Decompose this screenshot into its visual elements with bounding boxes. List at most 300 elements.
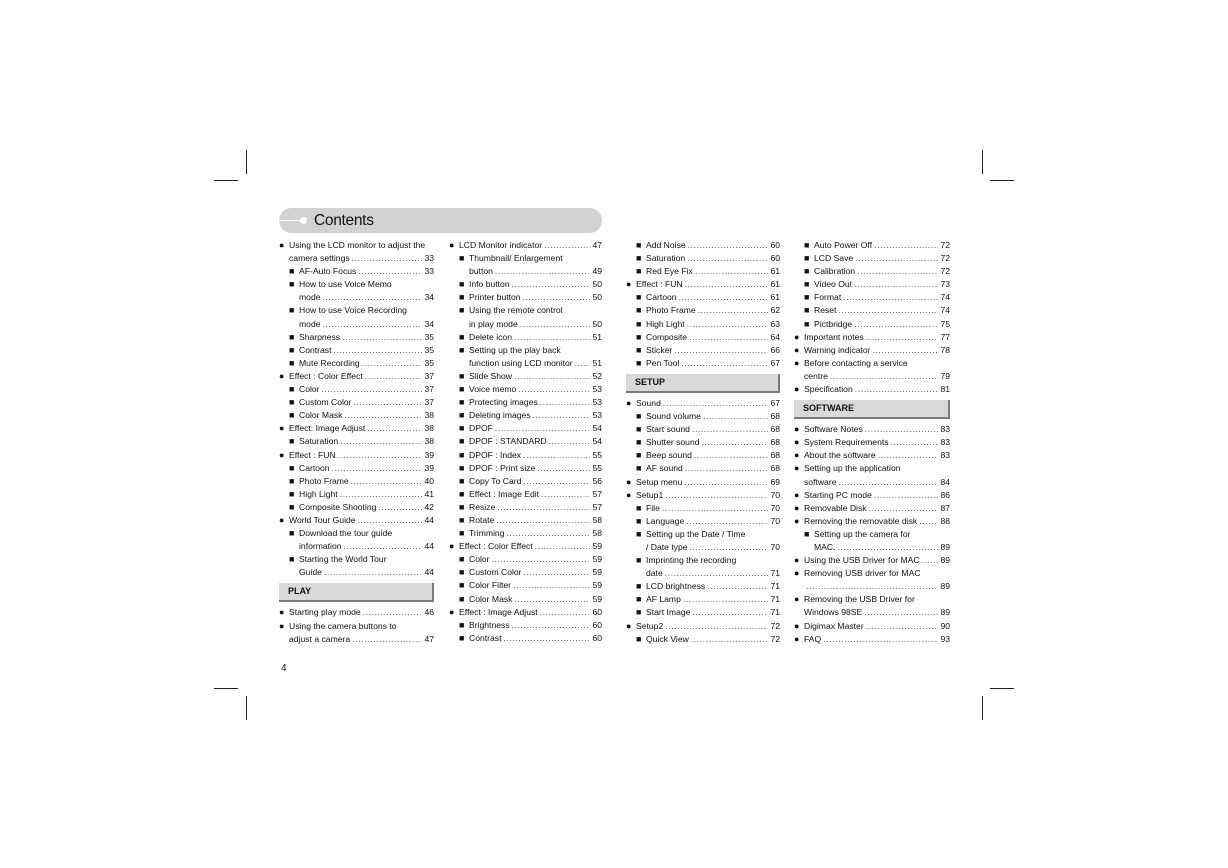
toc-entry-label: Effect : FUN <box>289 449 336 460</box>
toc-entry[interactable] <box>794 278 950 291</box>
toc-entry-page: 39 <box>424 449 434 460</box>
dot-leader <box>362 357 423 370</box>
page-title: Contents <box>314 212 374 229</box>
circle-bullet-icon: ● <box>279 240 285 250</box>
dot-leader <box>665 567 769 580</box>
toc-entry-page: 47 <box>424 633 434 644</box>
toc-entry[interactable] <box>449 632 602 645</box>
toc-entry[interactable] <box>626 410 780 423</box>
toc-entry-page: 46 <box>424 607 434 618</box>
toc-entry[interactable] <box>794 528 950 541</box>
dot-leader <box>837 541 938 554</box>
toc-entry[interactable] <box>794 515 950 528</box>
toc-entry[interactable] <box>279 252 434 265</box>
toc-entry-label: DPOF : STANDARD <box>469 436 547 447</box>
toc-entry[interactable] <box>279 422 434 435</box>
toc-entry[interactable] <box>449 383 602 396</box>
toc-entry-label: Start Image <box>646 607 691 618</box>
toc-entry[interactable] <box>279 331 434 344</box>
square-bullet-icon: ■ <box>459 514 465 525</box>
square-bullet-icon: ■ <box>459 279 465 290</box>
square-bullet-icon: ■ <box>636 240 642 250</box>
toc-entry-page: 71 <box>770 568 780 579</box>
toc-entry-page: 38 <box>424 410 434 421</box>
toc-entry-label: Printer button <box>469 292 521 303</box>
toc-entry[interactable] <box>449 553 602 566</box>
toc-entry-label: Delete icon <box>469 331 512 342</box>
toc-entry-page: 35 <box>424 331 434 342</box>
toc-entry[interactable] <box>279 633 434 646</box>
square-bullet-icon: ■ <box>636 266 642 277</box>
toc-entry[interactable] <box>449 527 602 540</box>
toc-entry-page: 49 <box>592 266 602 277</box>
toc-entry[interactable] <box>794 476 950 489</box>
toc-entry[interactable] <box>449 422 602 435</box>
circle-bullet-icon: ● <box>449 541 455 552</box>
toc-entry-label: Composite Shooting <box>299 501 377 512</box>
square-bullet-icon: ■ <box>459 253 465 264</box>
toc-entry[interactable] <box>626 593 780 606</box>
toc-entry[interactable] <box>626 357 780 370</box>
square-bullet-icon: ■ <box>636 633 642 644</box>
toc-entry[interactable] <box>794 239 950 252</box>
toc-entry[interactable] <box>626 606 780 619</box>
toc-entry-label: Removing the USB Driver for <box>804 594 915 605</box>
toc-entry[interactable] <box>449 265 602 278</box>
toc-entry-label: Custom Color <box>469 567 522 578</box>
toc-entry[interactable] <box>279 540 434 553</box>
toc-entry[interactable] <box>794 541 950 554</box>
toc-entry-label: Effect : Color Effect <box>289 370 363 381</box>
dot-leader <box>698 304 769 317</box>
toc-entry-page: 79 <box>940 370 950 381</box>
toc-entry[interactable] <box>794 265 950 278</box>
toc-entry[interactable] <box>449 409 602 422</box>
dot-leader <box>695 265 769 278</box>
toc-entry[interactable] <box>449 344 602 357</box>
toc-entry[interactable] <box>626 502 780 515</box>
toc-entry-label: function using LCD monitor <box>469 357 573 368</box>
toc-entry-label: Saturation <box>646 253 686 264</box>
toc-entry[interactable] <box>279 462 434 475</box>
circle-bullet-icon: ● <box>449 240 455 250</box>
dot-leader <box>323 318 423 331</box>
toc-entry-page: 89 <box>940 541 950 552</box>
toc-entry-page: 75 <box>940 318 950 329</box>
toc-entry[interactable] <box>449 501 602 514</box>
toc-entry[interactable] <box>279 396 434 409</box>
toc-entry[interactable] <box>626 554 780 567</box>
dot-leader <box>514 331 590 344</box>
toc-entry[interactable] <box>279 357 434 370</box>
toc-entry-label: Download the tour guide <box>299 528 393 539</box>
toc-entry-label: Cartoon <box>299 462 330 473</box>
toc-entry[interactable] <box>279 620 434 633</box>
toc-entry[interactable] <box>626 252 780 265</box>
toc-entry[interactable] <box>626 318 780 331</box>
toc-entry[interactable] <box>626 476 780 489</box>
toc-entry-label: Digimax Master <box>804 620 864 631</box>
toc-entry-label: Using the remote control <box>469 305 563 316</box>
dot-leader <box>922 554 939 567</box>
toc-entry[interactable] <box>794 370 950 383</box>
toc-entry-label: Resize <box>469 501 496 512</box>
dot-leader <box>692 423 768 436</box>
toc-entry[interactable] <box>794 620 950 633</box>
toc-entry[interactable] <box>626 449 780 462</box>
toc-entry[interactable] <box>449 593 602 606</box>
toc-entry-label: High Light <box>646 318 685 329</box>
toc-entry[interactable] <box>449 579 602 592</box>
toc-entry[interactable] <box>449 331 602 344</box>
toc-entry[interactable] <box>449 318 602 331</box>
toc-entry[interactable] <box>449 370 602 383</box>
toc-entry-label: Cartoon <box>646 292 677 303</box>
toc-entry-page: 72 <box>940 253 950 264</box>
square-bullet-icon: ■ <box>636 450 642 461</box>
toc-entry-page: 87 <box>940 502 950 513</box>
toc-entry-label: Sound <box>636 397 661 408</box>
toc-entry[interactable] <box>279 318 434 331</box>
toc-entry-label: Setup1 <box>636 489 664 500</box>
toc-entry[interactable] <box>449 606 602 619</box>
toc-entry[interactable] <box>449 291 602 304</box>
toc-entry[interactable] <box>626 304 780 317</box>
dot-leader <box>687 252 768 265</box>
toc-entry[interactable] <box>794 502 950 515</box>
toc-entry-label: LCD brightness <box>646 581 706 592</box>
crop-mark <box>246 696 247 720</box>
toc-entry-page: 74 <box>940 292 950 303</box>
toc-entry[interactable] <box>626 436 780 449</box>
dot-leader <box>503 632 590 645</box>
dot-leader <box>324 566 423 579</box>
dot-leader <box>685 462 769 475</box>
dot-leader <box>541 488 590 501</box>
dot-leader <box>694 449 769 462</box>
dot-leader <box>855 252 938 265</box>
toc-entry-label: How to use Voice Memo <box>299 279 392 290</box>
toc-entry[interactable] <box>626 331 780 344</box>
circle-bullet-icon: ● <box>794 594 800 605</box>
square-bullet-icon: ■ <box>636 463 642 474</box>
toc-entry[interactable] <box>449 396 602 409</box>
toc-entry[interactable] <box>449 357 602 370</box>
toc-entry[interactable] <box>794 593 950 606</box>
dot-leader <box>520 318 591 331</box>
toc-entry[interactable] <box>626 344 780 357</box>
toc-entry[interactable] <box>794 554 950 567</box>
toc-entry[interactable] <box>279 514 434 527</box>
dot-leader <box>854 278 938 291</box>
toc-entry[interactable] <box>279 553 434 566</box>
toc-entry[interactable] <box>279 278 434 291</box>
toc-entry-label: Rotate <box>469 514 495 525</box>
square-bullet-icon: ■ <box>804 318 810 329</box>
dot-leader <box>514 370 590 383</box>
toc-entry-page: 62 <box>770 305 780 316</box>
toc-entry-page: 60 <box>770 253 780 264</box>
circle-bullet-icon: ● <box>626 397 632 408</box>
toc-entry[interactable] <box>794 633 950 646</box>
toc-entry[interactable] <box>626 265 780 278</box>
toc-entry[interactable] <box>794 318 950 331</box>
toc-entry-page: 42 <box>424 501 434 512</box>
toc-entry[interactable] <box>449 435 602 448</box>
toc-entry-label: Saturation <box>299 436 339 447</box>
dot-leader <box>874 239 938 252</box>
circle-bullet-icon: ● <box>279 370 285 381</box>
square-bullet-icon: ■ <box>289 266 295 277</box>
toc-entry[interactable] <box>279 435 434 448</box>
toc-entry[interactable] <box>794 383 950 396</box>
toc-entry[interactable] <box>449 252 602 265</box>
square-bullet-icon: ■ <box>636 411 642 422</box>
dot-leader <box>340 435 422 448</box>
toc-entry-label: Using the USB Driver for MAC <box>804 555 920 566</box>
toc-entry-page: 60 <box>592 619 602 630</box>
toc-entry[interactable] <box>626 489 780 502</box>
toc-entry-page: 72 <box>940 266 950 277</box>
square-bullet-icon: ■ <box>636 502 642 513</box>
toc-column-2 <box>449 239 602 645</box>
toc-entry-page: 66 <box>770 344 780 355</box>
toc-entry[interactable] <box>449 462 602 475</box>
circle-bullet-icon: ● <box>626 620 632 631</box>
section-heading <box>279 583 434 602</box>
toc-entry[interactable] <box>279 291 434 304</box>
toc-entry-page: 35 <box>424 357 434 368</box>
toc-entry-page: 37 <box>424 397 434 408</box>
toc-entry-label: adjust a camera <box>289 633 351 644</box>
toc-entry[interactable] <box>626 462 780 475</box>
toc-entry[interactable] <box>626 528 780 541</box>
toc-entry[interactable] <box>794 423 950 436</box>
toc-entry[interactable] <box>626 580 780 593</box>
circle-bullet-icon: ● <box>794 437 800 448</box>
toc-entry[interactable] <box>626 278 780 291</box>
toc-entry-label: Effect : Image Adjust <box>459 606 538 617</box>
toc-entry[interactable] <box>279 370 434 383</box>
toc-entry-page: 54 <box>592 436 602 447</box>
toc-entry-page: 64 <box>770 331 780 342</box>
square-bullet-icon: ■ <box>459 344 465 355</box>
dot-leader <box>533 409 591 422</box>
dot-leader <box>855 383 939 396</box>
toc-entry-label: World Tour Guide <box>289 514 356 525</box>
dot-leader <box>540 396 591 409</box>
toc-entry-page: 71 <box>770 607 780 618</box>
square-bullet-icon: ■ <box>804 292 810 303</box>
toc-entry[interactable] <box>626 423 780 436</box>
toc-entry-label: Software Notes <box>804 424 863 435</box>
toc-entry-label: Color <box>469 554 490 565</box>
toc-entry-label: Contrast <box>469 632 502 643</box>
dot-leader <box>707 580 768 593</box>
toc-entry[interactable] <box>794 357 950 370</box>
dot-leader <box>338 449 423 462</box>
toc-entry[interactable] <box>449 514 602 527</box>
toc-entry-page: 59 <box>592 567 602 578</box>
toc-entry-page: 68 <box>770 411 780 422</box>
toc-entry[interactable] <box>626 397 780 410</box>
toc-entry[interactable] <box>279 527 434 540</box>
circle-bullet-icon: ● <box>794 502 800 513</box>
toc-entry[interactable] <box>279 606 434 619</box>
toc-entry[interactable] <box>626 567 780 580</box>
toc-entry-page: 60 <box>592 606 602 617</box>
square-bullet-icon: ■ <box>459 410 465 421</box>
toc-entry[interactable] <box>279 304 434 317</box>
toc-entry[interactable] <box>279 566 434 579</box>
circle-bullet-icon: ● <box>279 449 285 460</box>
square-bullet-icon: ■ <box>459 397 465 408</box>
dot-leader <box>663 397 769 410</box>
toc-entry[interactable] <box>794 344 950 357</box>
toc-entry[interactable] <box>794 462 950 475</box>
toc-entry[interactable] <box>279 488 434 501</box>
toc-entry[interactable] <box>449 540 602 553</box>
toc-entry-page: 68 <box>770 463 780 474</box>
toc-entry-label: Specification <box>804 384 853 395</box>
toc-entry[interactable] <box>794 304 950 317</box>
dot-leader <box>869 502 939 515</box>
toc-entry[interactable] <box>794 449 950 462</box>
toc-entry-page: 84 <box>940 476 950 487</box>
square-bullet-icon: ■ <box>459 462 465 473</box>
toc-entry[interactable] <box>794 489 950 502</box>
square-bullet-icon: ■ <box>459 619 465 630</box>
toc-entry[interactable] <box>279 383 434 396</box>
toc-entry-label: Color Mask <box>469 593 513 604</box>
toc-entry[interactable] <box>279 239 434 252</box>
toc-entry-page: 89 <box>940 581 950 592</box>
toc-entry-label: Starting play mode <box>289 607 361 618</box>
toc-entry-label: Effect : FUN <box>636 279 683 290</box>
dot-leader <box>806 580 938 593</box>
toc-entry[interactable] <box>279 475 434 488</box>
toc-entry-page: 70 <box>770 502 780 513</box>
toc-entry-page: 89 <box>940 607 950 618</box>
toc-entry[interactable] <box>279 501 434 514</box>
dot-leader <box>691 633 769 646</box>
toc-entry[interactable] <box>794 606 950 619</box>
toc-entry-page: 61 <box>770 266 780 277</box>
toc-entry-label: DPOF : Print size <box>469 462 536 473</box>
toc-entry-page: 70 <box>770 515 780 526</box>
circle-bullet-icon: ● <box>794 515 800 526</box>
toc-entry[interactable] <box>794 331 950 344</box>
toc-entry[interactable] <box>449 239 602 252</box>
toc-entry-label: Color <box>299 384 320 395</box>
dot-leader <box>685 278 769 291</box>
square-bullet-icon: ■ <box>636 555 642 566</box>
dot-leader <box>322 383 423 396</box>
dot-leader <box>340 488 423 501</box>
toc-entry[interactable] <box>626 515 780 528</box>
square-bullet-icon: ■ <box>636 581 642 592</box>
toc-entry-label: Reset <box>814 305 837 316</box>
toc-entry-label: Composite <box>646 331 688 342</box>
toc-entry[interactable] <box>279 449 434 462</box>
toc-entry[interactable] <box>794 567 950 580</box>
toc-entry[interactable] <box>626 291 780 304</box>
toc-entry-label: Using the LCD monitor to adjust the <box>289 240 426 250</box>
toc-entry-label: Color Filter <box>469 580 512 591</box>
toc-entry-page: 35 <box>424 344 434 355</box>
dot-leader <box>665 620 768 633</box>
square-bullet-icon: ■ <box>289 554 295 565</box>
toc-entry[interactable] <box>794 252 950 265</box>
toc-entry-page: 63 <box>770 318 780 329</box>
header-dot-icon <box>300 217 307 224</box>
toc-entry-page: 37 <box>424 384 434 395</box>
toc-entry[interactable] <box>449 278 602 291</box>
toc-entry[interactable] <box>449 475 602 488</box>
toc-entry[interactable] <box>626 620 780 633</box>
toc-entry-label: How to use Voice Recording <box>299 305 407 316</box>
toc-entry-page: 56 <box>592 475 602 486</box>
toc-entry-label: Deleting images <box>469 410 531 421</box>
toc-entry[interactable] <box>449 449 602 462</box>
toc-entry[interactable] <box>279 409 434 422</box>
square-bullet-icon: ■ <box>289 279 295 290</box>
toc-column-1 <box>279 239 434 646</box>
toc-entry-label: button <box>469 266 493 277</box>
toc-entry[interactable] <box>449 488 602 501</box>
dot-leader <box>688 239 769 252</box>
toc-entry-page: 34 <box>424 318 434 329</box>
toc-entry-label: Photo Frame <box>646 305 696 316</box>
toc-entry-page: 52 <box>592 370 602 381</box>
circle-bullet-icon: ● <box>794 450 800 461</box>
dot-leader <box>365 370 423 383</box>
dot-leader <box>378 501 422 514</box>
circle-bullet-icon: ● <box>626 489 632 500</box>
dot-leader <box>354 396 423 409</box>
square-bullet-icon: ■ <box>459 305 465 316</box>
circle-bullet-icon: ● <box>794 357 800 368</box>
toc-entry[interactable] <box>279 265 434 278</box>
dot-leader <box>351 475 423 488</box>
dot-leader <box>843 291 938 304</box>
square-bullet-icon: ■ <box>459 475 465 486</box>
toc-entry-label: Effect: Image Adjust <box>289 423 366 434</box>
dot-leader <box>665 489 768 502</box>
circle-bullet-icon: ● <box>626 476 632 487</box>
toc-entry-label: Copy To Card <box>469 475 522 486</box>
dot-leader <box>323 291 423 304</box>
toc-entry[interactable] <box>794 580 950 593</box>
dot-leader <box>703 410 768 423</box>
square-bullet-icon: ■ <box>289 462 295 473</box>
toc-entry[interactable] <box>794 436 950 449</box>
toc-entry[interactable] <box>626 239 780 252</box>
circle-bullet-icon: ● <box>794 331 800 342</box>
toc-entry[interactable] <box>449 566 602 579</box>
toc-entry[interactable] <box>449 304 602 317</box>
square-bullet-icon: ■ <box>459 449 465 460</box>
toc-entry[interactable] <box>626 541 780 554</box>
square-bullet-icon: ■ <box>636 344 642 355</box>
dot-leader <box>523 291 591 304</box>
toc-entry[interactable] <box>279 344 434 357</box>
toc-entry[interactable] <box>449 619 602 632</box>
toc-entry[interactable] <box>794 291 950 304</box>
square-bullet-icon: ■ <box>804 266 810 277</box>
toc-entry-label: Setup2 <box>636 620 664 631</box>
toc-entry[interactable] <box>626 633 780 646</box>
